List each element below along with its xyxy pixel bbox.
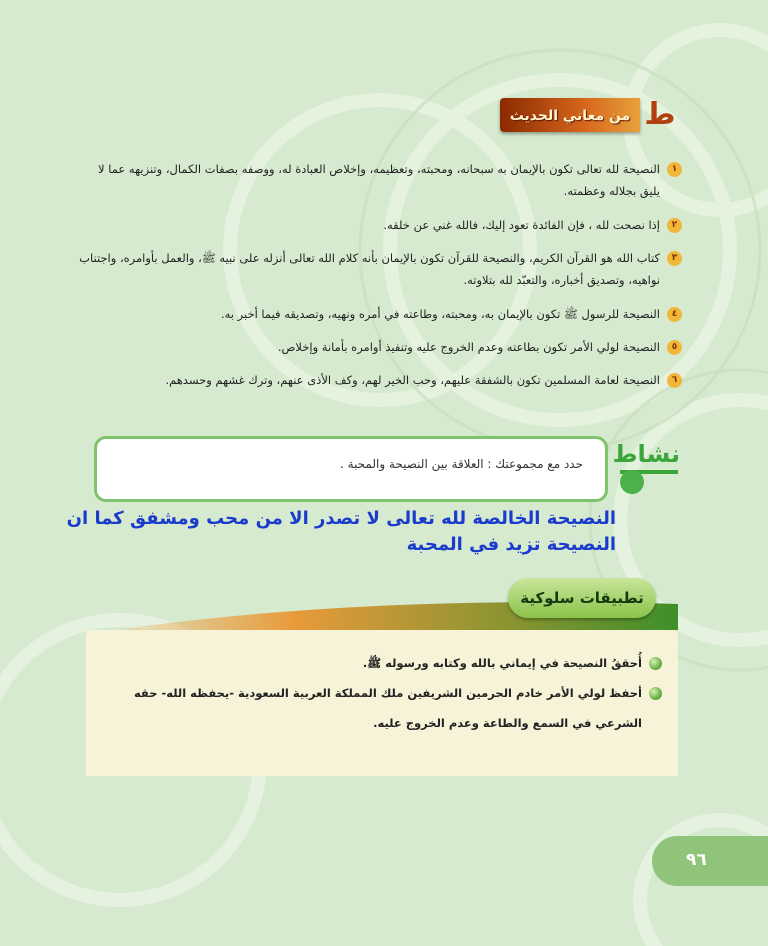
item-number: ٣ bbox=[667, 251, 682, 266]
list-item bbox=[104, 678, 662, 738]
item-text: أُحققُ النصيحة في إيماني بالله وكتابه ورسوله ﷺ. bbox=[362, 656, 642, 670]
page-number: ٩٦ bbox=[686, 850, 707, 870]
list-item bbox=[76, 247, 682, 291]
ribbon-bar bbox=[500, 98, 640, 132]
list-item bbox=[76, 303, 682, 325]
overlay-annotation-text: النصيحة الخالصة لله تعالى لا تصدر الا من محب ومشفق كما ان النصيحة تزيد في المحبة bbox=[66, 508, 616, 555]
item-number: ٤ bbox=[667, 307, 682, 322]
activity-dot-icon bbox=[620, 470, 644, 494]
item-number: ٢ bbox=[667, 218, 682, 233]
section-title: من معاني الحديث bbox=[509, 108, 631, 124]
bullet-icon bbox=[649, 687, 662, 700]
calligraphy-logo-icon: ط bbox=[644, 97, 676, 132]
section-header-ribbon bbox=[500, 92, 680, 140]
applications-title: تطبيقات سلوكية bbox=[508, 578, 656, 618]
item-text: النصيحة لعامة المسلمين تكون بالشفقة عليهم، وحب الخير لهم، وكف الأذى عنهم، وترك غشهم وحسدهم. bbox=[165, 373, 660, 387]
page-number-tab bbox=[652, 836, 768, 886]
meanings-list bbox=[76, 158, 682, 402]
activity-box bbox=[94, 436, 608, 502]
applications-list bbox=[86, 630, 678, 738]
item-text: النصيحة لولي الأمر تكون بطاعته وعدم الخروج عليه وتنفيذ أوامره بأمانة وإخلاص. bbox=[277, 340, 660, 354]
item-text: إذا نصحت لله ، فإن الفائدة تعود إليك، فالله غني عن خلقه. bbox=[383, 218, 660, 232]
item-text: كتاب الله هو القرآن الكريم، والنصيحة للقرآن تكون بالإيمان بأنه كلام الله تعالى أنزله على نبيه ﷺ، والعمل بأوامره، واجتناب نواهيه، وتصديق أخباره، والتعبّد لله بتلاوته. bbox=[79, 251, 660, 287]
activity-label: نشاط bbox=[612, 440, 680, 468]
item-text: النصيحة للرسول ﷺ تكون بالإيمان به، ومحبته، وطاعته في أمره ونهيه، وتصديقه فيما أخبر به. bbox=[220, 307, 660, 321]
list-item bbox=[76, 214, 682, 236]
item-number: ١ bbox=[667, 162, 682, 177]
bullet-icon bbox=[649, 657, 662, 670]
applications-box bbox=[86, 630, 678, 776]
list-item bbox=[104, 648, 662, 678]
list-item bbox=[76, 336, 682, 358]
item-text: أحفظ لولي الأمر خادم الحرمين الشريفين ملك المملكة العربية السعودية -يحفظه الله- حقه الشرعي في السمع والطاعة وعدم الخروج عليه. bbox=[133, 686, 642, 730]
item-number: ٥ bbox=[667, 340, 682, 355]
list-item bbox=[76, 369, 682, 391]
item-number: ٦ bbox=[667, 373, 682, 388]
activity-text: حدد مع مجموعتك : العلاقة بين النصيحة والمحبة . bbox=[340, 457, 583, 471]
list-item bbox=[76, 158, 682, 202]
item-text: النصيحة لله تعالى تكون بالإيمان به سبحانه، ومحبته، وتعظيمه، وإخلاص العبادة له، ووصفه بصفات الكمال، وتنزيهه عما لا يليق بجلاله وعظمته. bbox=[98, 162, 660, 198]
